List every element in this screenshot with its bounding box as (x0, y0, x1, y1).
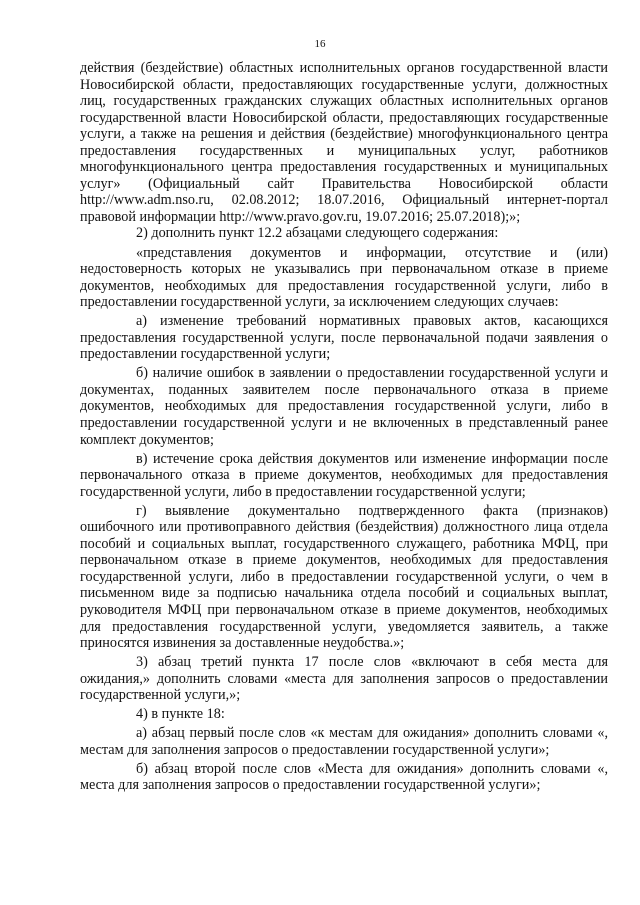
paragraph-subitem-a: а) изменение требований нормативных правовых актов, касающихся предоставления государственной услуги, после первоначальной подачи заявления о предоставлении государственной услуги; (80, 313, 608, 363)
paragraph-subitem-g: г) выявление документально подтвержденного факта (признаков) ошибочного или противоправного действия (бездействия) должностного лица отдела пособий и социальных выплат, государственного служащего, работника МФЦ, при первоначальном отказе в приеме документов, необходимых для предоставления государственной услуги, либо в предоставлении государственной услуги, о чем в письменном виде за подписью начальника отдела пособий и социальных выплат, руководителя МФЦ при первоначальном отказе в приеме документов, необходимых для предоставления государственной услуги, уведомляется заявитель, а также приносятся извинения за доставленные неудобства.»; (80, 502, 608, 652)
paragraph-subitem-v: в) истечение срока действия документов или изменение информации после первоначального отказа в приеме документов, необходимых для предоставления государственной услуги, либо в предоставлении государственной услуги; (80, 450, 608, 500)
paragraph-subitem-b: б) наличие ошибок в заявлении о предоставлении государственной услуги и документах, поданных заявителем после первоначального отказа в приеме документов, необходимых для предоставления государственной услуги, либо в предоставлении государственной услуги и не включенных в представленный ранее комплект документов; (80, 365, 608, 448)
paragraph-item-2: 2) дополнить пункт 12.2 абзацами следующего содержания: (136, 225, 499, 242)
paragraph-quote: «представления документов и информации, отсутствие и (или) недостоверность которых не указывались при первоначальном отказе в приеме документов, необходимых для предоставления государственной услуги, либо в предоставлении государственной услуги, за исключением следующих случаев: (80, 244, 608, 311)
paragraph-item-4b: б) абзац второй после слов «Места для ожидания» дополнить словами «, места для заполнения запросов о предоставлении государственной услуги»; (80, 760, 608, 794)
page-number: 16 (314, 38, 326, 50)
paragraph-item-4: 4) в пункте 18: (136, 706, 225, 723)
paragraph-item-4a: а) абзац первый после слов «к местам для ожидания» дополнить словами «, местам для заполнения запросов о предоставлении государственной услуги»; (80, 725, 608, 758)
document-body (80, 60, 608, 797)
paragraph-continuation: действия (бездействие) областных исполнительных органов государственной власти Новосибирской области, предоставляющих государственные услуги, должностных лиц, государственных гражданских служащих областных исполнительных органов государственной власти Новосибирской области, предоставляющих государственные услуги, а также на решения и действия (бездействие) многофункционального центра предоставления государственных и муниципальных услуг, работников многофункционального центра предоставления государственных и муниципальных услуг» (Официальный сайт Правительства Новосибирской области http://www.adm.nso.ru, 02.08.2012; 18.07.2016, Официальный интернет-портал правовой информации http://www.pravo.gov.ru, 19.07.2016; 25.07.2018);»; (80, 60, 608, 225)
paragraph-item-3: 3) абзац третий пункта 17 после слов «включают в себя места для ожидания,» дополнить словами «места для заполнения запросов о предоставлении государственной услуги,»; (80, 654, 608, 704)
